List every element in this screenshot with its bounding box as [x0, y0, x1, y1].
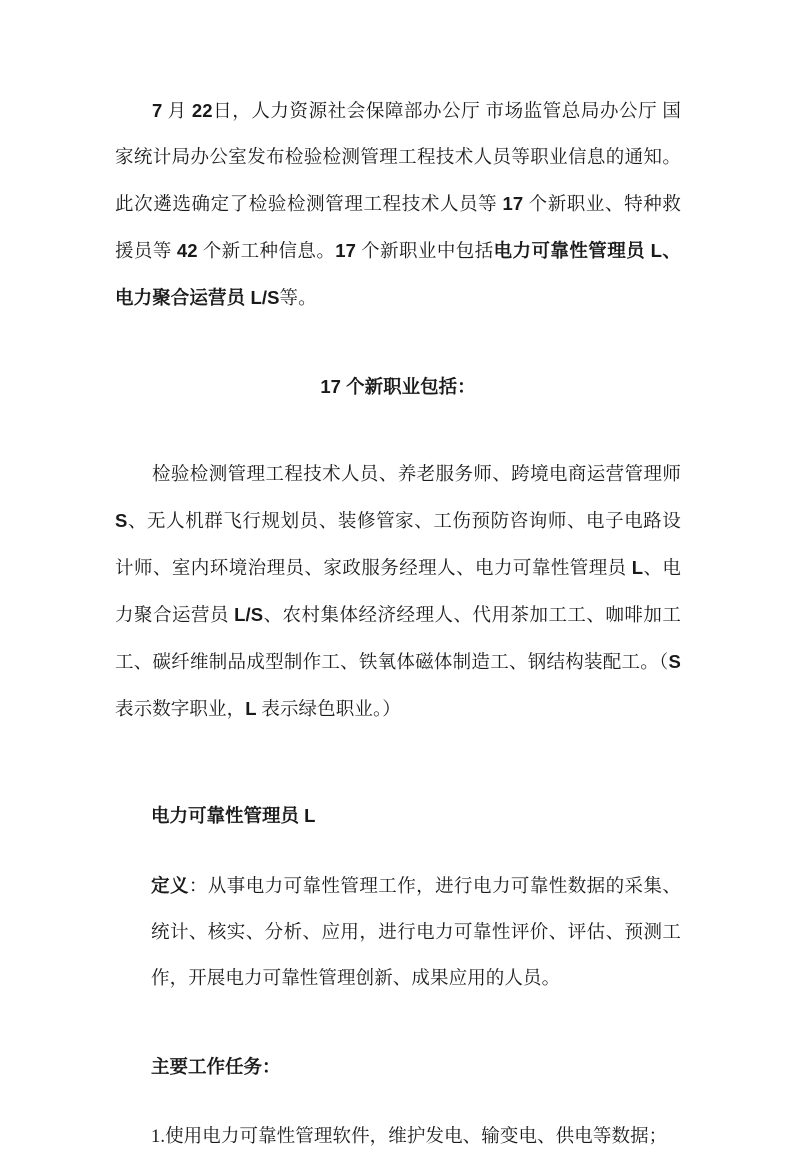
- occupations-list-paragraph: [115, 452, 681, 733]
- section-heading-new-occupations: 17 个新职业包括：: [320, 376, 476, 397]
- intro-highlighted-occupations: 电力可靠性管理员 L、电力聚合运营员 L/S: [115, 240, 681, 308]
- spacer-after-tasks-heading: [115, 1090, 681, 1114]
- spacer-before-occupation-heading: [115, 733, 681, 793]
- definition-paragraph: [115, 863, 681, 1002]
- list-tag-ls: L/S: [234, 604, 264, 625]
- intro-body-4: 个新职业中包括: [361, 242, 494, 262]
- intro-body-1: 日，人力资源社会保障部办公厅 市场监管总局办公厅 国家统计局办公室发布检验检测管理工程技术人员等职业信息的通知。此次遴选确定了检验检测管理工程技术人员等: [115, 102, 682, 215]
- intro-body-2: 个新职业、特种救援员等: [115, 195, 681, 262]
- definition-label: 定义: [151, 875, 189, 896]
- spacer-after-occupation-heading: [115, 839, 681, 863]
- intro-month-number: 7: [152, 100, 163, 121]
- intro-count-17: 17: [502, 193, 524, 214]
- list-seg-3: 、电力聚合运营员: [115, 559, 682, 626]
- task-item: 1.使用电力可靠性管理软件，维护发电、输变电、供电等数据；: [151, 1127, 668, 1147]
- intro-count-17b: 17: [335, 240, 357, 261]
- spacer-after-intro: [115, 322, 681, 364]
- list-tag-s-1: S: [115, 510, 128, 531]
- document-content: [115, 88, 681, 1160]
- list-tag-l-2: L: [245, 698, 257, 719]
- intro-paragraph: [115, 88, 681, 322]
- spacer-before-tasks-heading: [115, 1002, 681, 1044]
- list-tag-l-1: L: [631, 557, 644, 578]
- list-seg-5: 表示数字职业，: [115, 700, 246, 720]
- intro-count-42: 42: [176, 240, 198, 261]
- tasks-heading: 主要工作任务：: [151, 1056, 281, 1077]
- list-tag-s-2: S: [668, 651, 681, 672]
- list-seg-4: 、农村集体经济经理人、代用茶加工工、咖啡加工工、碳纤维制品成型制作工、铁氧体磁体制造工、钢结构装配工。（: [115, 606, 681, 673]
- intro-day-number: 22: [191, 100, 213, 121]
- spacer-after-heading-1: [115, 410, 681, 452]
- intro-body-5: 等。: [279, 289, 317, 309]
- definition-colon: ：: [188, 877, 208, 897]
- occupation-heading-power-reliability: 电力可靠性管理员 L: [151, 805, 316, 826]
- list-seg-2: 、无人机群飞行规划员、装修管家、工伤预防咨询师、电子电路设计师、室内环境治理员、家政服务经理人、电力可靠性管理员: [115, 512, 681, 579]
- definition-body: 从事电力可靠性管理工作，进行电力可靠性数据的采集、统计、核实、分析、应用，进行电力可靠性评价、评估、预测工作，开展电力可靠性管理创新、成果应用的人员。: [151, 877, 681, 989]
- list-seg-6: 表示绿色职业。）: [261, 700, 401, 720]
- intro-month-char: 月: [167, 102, 187, 122]
- list-seg-1: 检验检测管理工程技术人员、养老服务师、跨境电商运营管理师: [152, 465, 681, 485]
- intro-body-3: 个新工种信息。: [202, 242, 336, 262]
